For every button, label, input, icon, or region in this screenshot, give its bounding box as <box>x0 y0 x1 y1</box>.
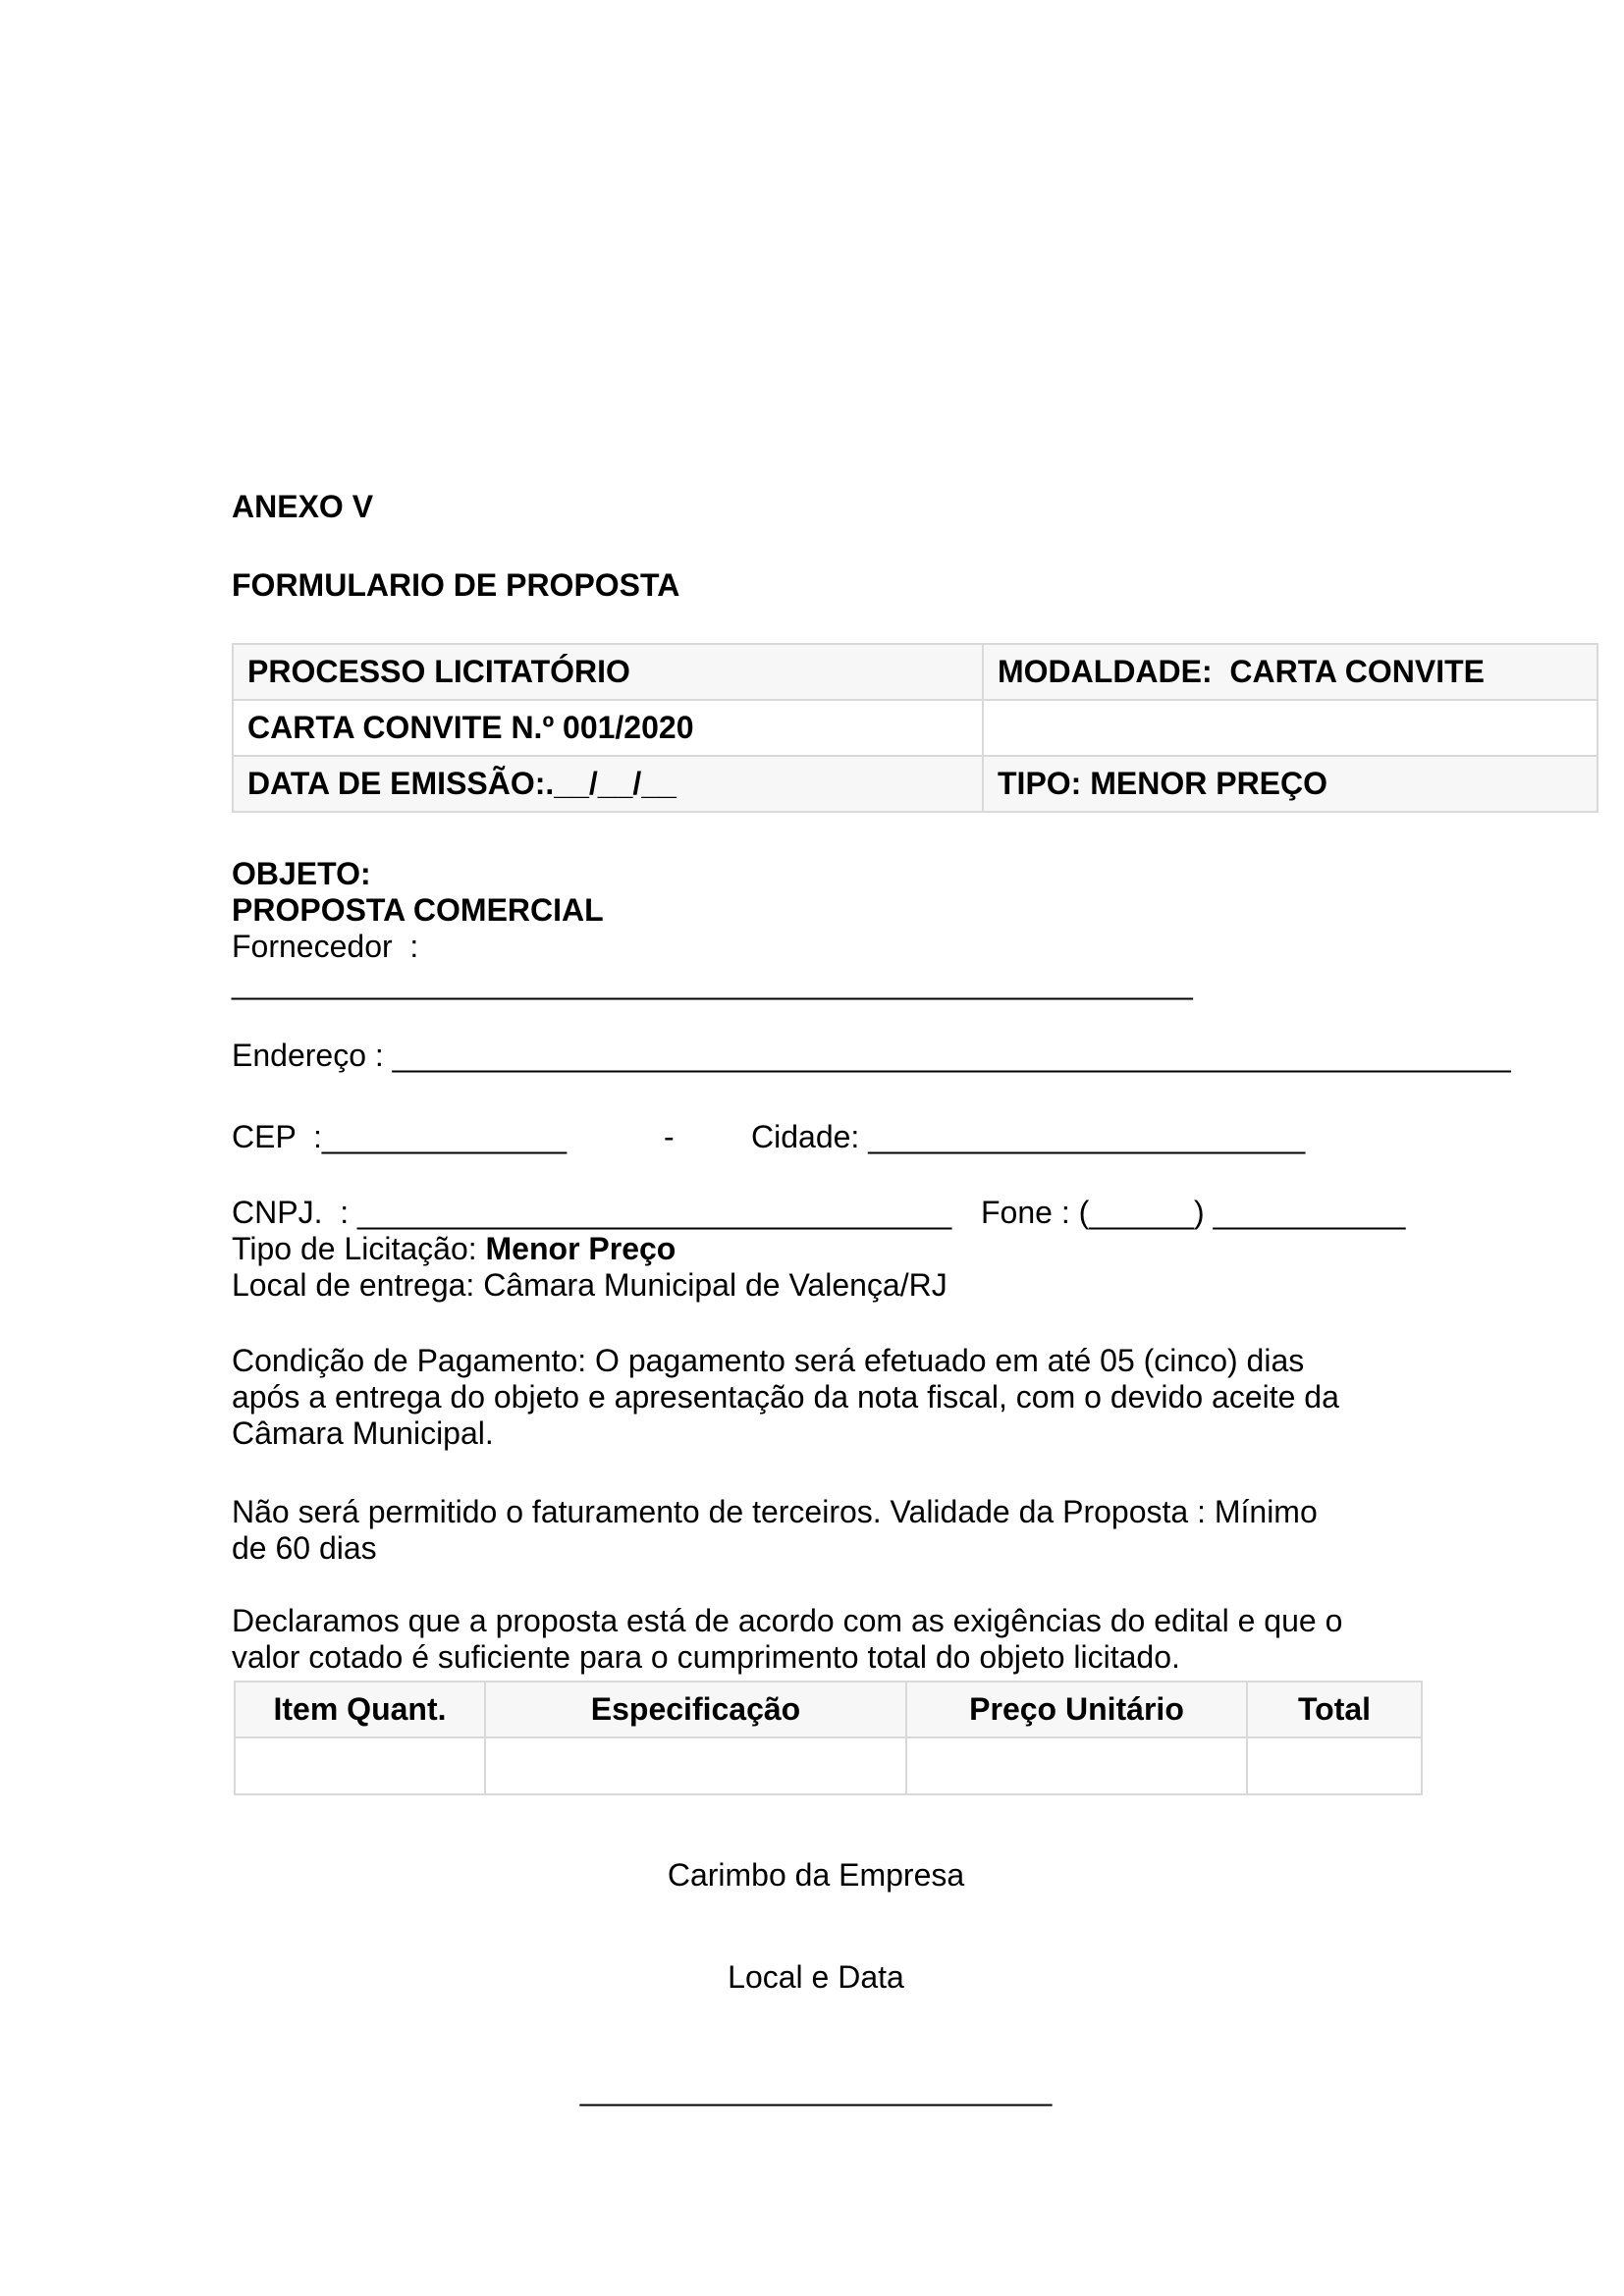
preco-unitario-header: Preço Unitário <box>906 1682 1247 1737</box>
preco-unitario-cell <box>906 1737 1247 1794</box>
modalidade-cell: MODALDADE: CARTA CONVITE <box>983 644 1597 700</box>
signature-line: ___________________________ <box>579 2071 1053 2107</box>
objeto-label: OBJETO: <box>232 856 371 891</box>
cep-field: CEP :______________ <box>232 1119 568 1154</box>
fornecedor-blank-line: _______________________________________________________ <box>232 965 1193 1000</box>
cnpj-field: CNPJ. : __________________________________ <box>232 1195 952 1230</box>
empty-cell <box>983 700 1597 756</box>
especificacao-header: Especificação <box>485 1682 906 1737</box>
total-cell <box>1247 1737 1422 1794</box>
cep-cidade-line <box>232 1119 1410 1155</box>
paragraph-line: valor cotado é suficiente para o cumprimento total do objeto licitado. <box>232 1639 1180 1675</box>
cep-cidade-dash: - <box>664 1119 675 1154</box>
paragraph-line: Câmara Municipal. <box>232 1415 494 1451</box>
process-table-row <box>233 700 1597 756</box>
item-quant-cell <box>235 1737 485 1794</box>
tipo-licitacao-value: Menor Preço <box>485 1231 677 1266</box>
cidade-field: Cidade: _________________________ <box>751 1119 1306 1154</box>
tipo-licitacao-label: Tipo de Licitação: <box>232 1231 486 1266</box>
fornecedor-label: Fornecedor : <box>232 929 419 964</box>
cnpj-fone-line <box>232 1195 1410 1231</box>
tipo-cell: TIPO: MENOR PREÇO <box>983 756 1597 812</box>
local-data-label: Local e Data <box>728 1959 904 1995</box>
items-table-empty-row <box>235 1737 1422 1794</box>
condicao-paragraph <box>232 1343 1339 1452</box>
carta-convite-numero-cell: CARTA CONVITE N.º 001/2020 <box>233 700 983 756</box>
object-section <box>232 856 1193 1001</box>
processo-licitatorio-cell: PROCESSO LICITATÓRIO <box>233 644 983 700</box>
data-emissao-cell: DATA DE EMISSÃO:.__/__/__ <box>233 756 983 812</box>
paragraph-line: após a entrega do objeto e apresentação da nota fiscal, com o devido aceite da <box>232 1379 1339 1415</box>
proposta-comercial-label: PROPOSTA COMERCIAL <box>232 892 604 928</box>
form-title: FORMULARIO DE PROPOSTA <box>232 567 680 603</box>
paragraph-line: Não será permitido o faturamento de terceiros. Validade da Proposta : Mínimo <box>232 1494 1318 1529</box>
declaracao-paragraph <box>232 1603 1342 1676</box>
process-table-row <box>233 756 1597 812</box>
process-table-row <box>233 644 1597 700</box>
total-header: Total <box>1247 1682 1422 1737</box>
paragraph-line: de 60 dias <box>232 1530 377 1566</box>
validade-paragraph <box>232 1494 1318 1567</box>
anexo-heading: ANEXO V <box>232 489 374 524</box>
especificacao-cell <box>485 1737 906 1794</box>
fone-field: Fone : (______) ___________ <box>981 1195 1406 1230</box>
carimbo-empresa-label: Carimbo da Empresa <box>667 1857 965 1893</box>
items-table <box>234 1681 1423 1795</box>
items-table-header-row <box>235 1682 1422 1737</box>
local-entrega-line: Local de entrega: Câmara Municipal de Valença/RJ <box>232 1267 947 1303</box>
endereco-field: Endereço : ________________________________________________________________ <box>232 1038 1511 1073</box>
item-quant-header: Item Quant. <box>235 1682 485 1737</box>
paragraph-line: Condição de Pagamento: O pagamento será efetuado em até 05 (cinco) dias <box>232 1343 1305 1378</box>
tipo-licitacao-line <box>232 1231 1410 1267</box>
paragraph-line: Declaramos que a proposta está de acordo com as exigências do edital e que o <box>232 1603 1343 1638</box>
process-table <box>232 643 1598 813</box>
cnpj-section <box>232 1195 1410 1304</box>
